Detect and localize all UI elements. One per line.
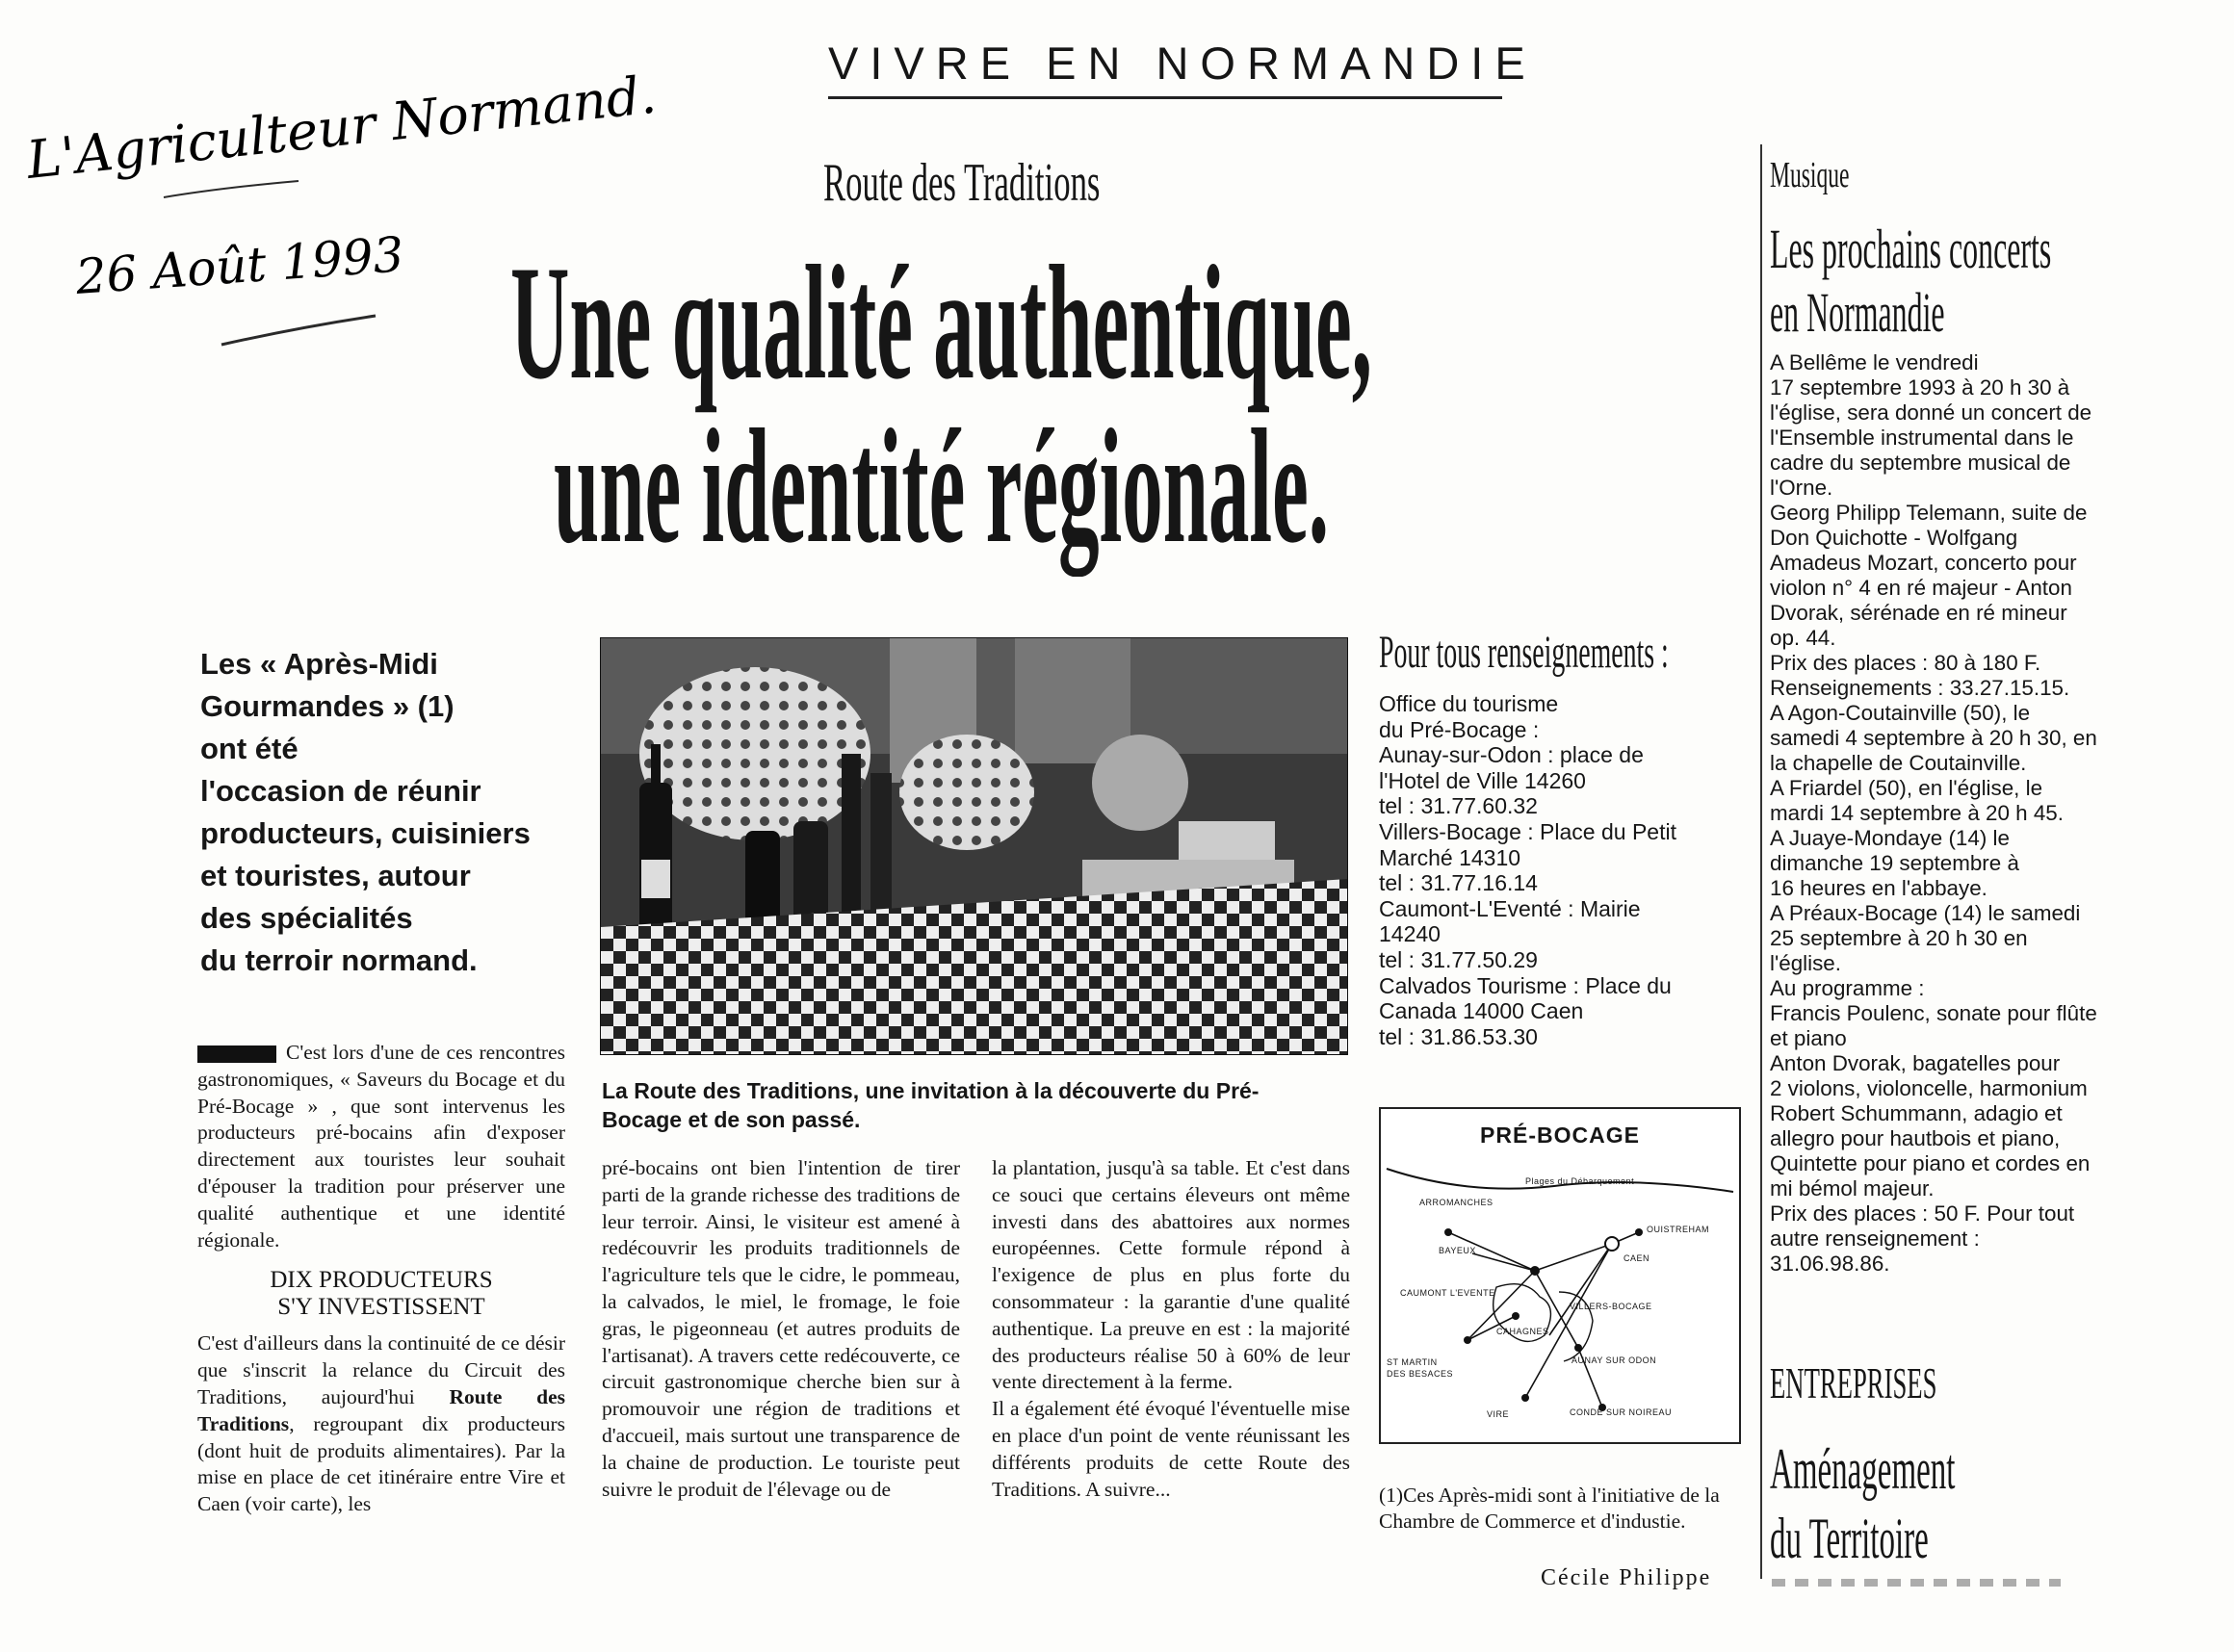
music-line: Quintette pour piano et cordes en <box>1770 1151 2091 1175</box>
music-line: allegro pour hautbois et piano, <box>1770 1126 2061 1150</box>
article-lead <box>200 643 605 982</box>
section-rule <box>828 96 1502 99</box>
map-label: CAHAGNES <box>1496 1327 1549 1336</box>
music-line: Georg Philipp Telemann, suite de <box>1770 501 2088 525</box>
music-line: Don Quichotte - Wolfgang <box>1770 526 2018 550</box>
music-title-line-2: en Normandie <box>1770 281 1945 344</box>
music-listing <box>1770 350 2126 1277</box>
headline-line-1: Une qualité authentique, <box>510 232 1372 413</box>
lead-line: Les « Après-Midi <box>200 647 438 681</box>
info-line: l'Hotel de Ville 14260 <box>1379 767 1586 793</box>
body-paragraph: Il a également été évoqué l'éventuelle mise en place d'un point de vente réunissant les différents produits de cette Route des Traditions. A suivre... <box>992 1397 1350 1501</box>
map-label: DES BESACES <box>1387 1369 1454 1379</box>
music-label: Musique <box>1770 155 1850 195</box>
cut-off-text <box>1772 1579 2061 1587</box>
music-line: 2 violons, violoncelle, harmonium <box>1770 1076 2088 1100</box>
lead-line: Gourmandes » (1) <box>200 689 455 723</box>
music-line: Au programme : <box>1770 976 1925 1000</box>
music-line: cadre du septembre musical de <box>1770 451 2071 475</box>
map-label: ARROMANCHES <box>1419 1198 1494 1207</box>
section-title: VIVRE EN NORMANDIE <box>828 38 1537 89</box>
music-line: 16 heures en l'abbaye. <box>1770 876 1987 900</box>
map-label: CONDE SUR NOIREAU <box>1570 1407 1673 1417</box>
map-label: CAEN <box>1624 1253 1650 1263</box>
handnote-line1: L'Agriculteur Normand. <box>23 64 660 191</box>
info-line: Calvados Tourisme : Place du <box>1379 972 1672 998</box>
lead-line: et touristes, autour <box>200 859 471 892</box>
info-line: tel : 31.86.53.30 <box>1379 1023 1538 1049</box>
author-signature: Cécile Philippe <box>1541 1565 1712 1590</box>
body-paragraph: C'est lors d'une de ces rencontres gastronomiques, « Saveurs du Bocage et du Pré-Bocage » , que sont intervenus les producteurs pré-bocains afin d'exposer directement aux touristes leur souhait d'épouser la tradition pour préserver une qualité authentique et une identité régionale. <box>197 1041 565 1252</box>
music-line: violon n° 4 en ré majeur - Anton <box>1770 576 2072 600</box>
footnote: (1)Ces Après-midi sont à l'initiative de la Chambre de Commerce et d'industie. <box>1379 1484 1720 1533</box>
music-line: Anton Dvorak, bagatelles pour <box>1770 1051 2061 1075</box>
handnote-line2: 26 Août 1993 <box>73 226 406 305</box>
music-line: op. 44. <box>1770 626 1836 650</box>
info-line: Marché 14310 <box>1379 844 1521 870</box>
music-line: Robert Schummann, adagio et <box>1770 1101 2063 1125</box>
map-drawing <box>1381 1109 1739 1442</box>
lead-line: l'occasion de réunir <box>200 774 481 808</box>
body-column-3 <box>992 1155 1350 1503</box>
music-line: la chapelle de Coutainville. <box>1770 751 2027 775</box>
music-line: et piano <box>1770 1026 1847 1050</box>
music-line: Prix des places : 80 à 180 F. <box>1770 651 2041 675</box>
music-line: l'église. <box>1770 951 1841 975</box>
music-line: 31.06.98.86. <box>1770 1252 1890 1276</box>
body-paragraph: C'est d'ailleurs dans la continuité de ce désir que s'inscrit la relance du Circuit des Traditions, aujourd'hui <box>197 1331 565 1408</box>
info-title: Pour tous renseignements : <box>1379 627 1669 678</box>
headline-line-2: une identité régionale. <box>554 396 1330 577</box>
map-label: VILLERS-BOCAGE <box>1570 1302 1652 1311</box>
info-line: Canada 14000 Caen <box>1379 998 1584 1024</box>
body-paragraph: , regroupant dix producteurs (dont huit de produits alimentaires). Par la mise en place de cet itinéraire entre Vire et Caen (voir carte), les <box>197 1411 565 1516</box>
paragraph-marker <box>197 1045 276 1063</box>
music-line: Francis Poulenc, sonate pour flûte <box>1770 1001 2097 1025</box>
map-label: BAYEUX <box>1439 1246 1476 1255</box>
body-column-1 <box>197 1040 565 1518</box>
lead-line: ont été <box>200 732 299 765</box>
map-label: VIRE <box>1487 1409 1510 1419</box>
music-title <box>1770 218 2126 345</box>
music-line: A Préaux-Bocage (14) le samedi <box>1770 901 2081 925</box>
enterprise-title-line-2: du Territoire <box>1770 1507 1929 1570</box>
info-contacts <box>1379 691 1754 1049</box>
info-line: 14240 <box>1379 921 1441 947</box>
music-line: samedi 4 septembre à 20 h 30, en <box>1770 726 2097 750</box>
map-label: Plages du Débarquement <box>1525 1176 1635 1186</box>
music-line: Prix des places : 50 F. Pour tout <box>1770 1201 2075 1226</box>
photo-caption: La Route des Traditions, une invitation à la découverte du Pré-Bocage et de son passé. <box>602 1078 1260 1132</box>
enterprise-label: ENTREPRISES <box>1770 1358 1937 1407</box>
body-bold-text: Route des Traditions <box>197 1384 565 1435</box>
music-title-line-1: Les prochains concerts <box>1770 218 2052 280</box>
music-line: dimanche 19 septembre à <box>1770 851 2019 875</box>
map-label: AUNAY SUR ODON <box>1572 1355 1657 1365</box>
info-line: tel : 31.77.60.32 <box>1379 793 1538 819</box>
music-line: A Agon-Coutainville (50), le <box>1770 701 2031 725</box>
map-label: CAUMONT L'EVENTE <box>1400 1288 1495 1298</box>
lead-line: du terroir normand. <box>200 943 478 977</box>
lead-line: des spécialités <box>200 901 413 935</box>
subheading-line-2: S'Y INVESTISSENT <box>277 1294 485 1321</box>
info-line: Villers-Bocage : Place du Petit <box>1379 818 1676 844</box>
info-line: Caumont-L'Eventé : Mairie <box>1379 895 1641 921</box>
music-line: l'Orne. <box>1770 476 1833 500</box>
pre-bocage-map <box>1379 1107 1741 1444</box>
music-line: mardi 14 septembre à 20 h 45. <box>1770 801 2064 825</box>
enterprise-title-line-1: Aménagement <box>1770 1437 1956 1501</box>
music-line: l'église, sera donné un concert de <box>1770 400 2092 425</box>
music-line: 17 septembre 1993 à 20 h 30 à <box>1770 375 2070 400</box>
column-divider <box>1760 144 1762 1579</box>
music-line: Dvorak, sérénade en ré mineur <box>1770 601 2067 625</box>
body-paragraph: la plantation, jusqu'à sa table. Et c'est dans ce souci que certains éleveurs ont même investi dans des abattoires aux normes européennes. Cette formule répond à l'exigence de plus en plus forte du consommateur : la garantie d'une qualité authentique. La preuve en est : la majorité des producteurs réalise 50 à 60% de leur vente directement à la ferme. <box>992 1156 1350 1394</box>
info-line: Aunay-sur-Odon : place de <box>1379 742 1644 768</box>
article-kicker: Route des Traditions <box>823 153 1101 213</box>
music-line: A Juaye-Mondaye (14) le <box>1770 826 2010 850</box>
body-paragraph: pré-bocains ont bien l'intention de tirer parti de la grande richesse des traditions de leur terroir. Ainsi, le visiteur est amené à redécouvrir les produits traditionnels de l'agriculture tels que le cidre, le pommeau, la calvados, le miel, le fromage, le foie gras, le pigeonneau (et autres produits de l'artisanat). A travers cette redécouverte, ce circuit gastronomique cherche bien sur à promouvoir une région de traditions et d'accueil, mais surtout une transparence de la chaine de production. Le touriste peut suivre le produit de l'élevage ou de <box>602 1156 960 1501</box>
map-label: OUISTREHAM <box>1647 1225 1710 1234</box>
music-line: l'Ensemble instrumental dans le <box>1770 426 2074 450</box>
market-stall-photo <box>600 637 1348 1055</box>
subheading-line-1: DIX PRODUCTEURS <box>270 1267 493 1294</box>
music-line: Renseignements : 33.27.15.15. <box>1770 676 2070 700</box>
info-line: tel : 31.77.16.14 <box>1379 870 1538 896</box>
body-column-2 <box>602 1155 960 1503</box>
music-line: 25 septembre à 20 h 30 en <box>1770 926 2028 950</box>
info-line: du Pré-Bocage : <box>1379 716 1540 742</box>
map-label: ST MARTIN <box>1387 1357 1438 1367</box>
music-line: autre renseignement : <box>1770 1226 1980 1251</box>
lead-line: producteurs, cuisiniers <box>200 816 531 850</box>
handwritten-annotation <box>10 64 660 375</box>
music-line: A Bellême le vendredi <box>1770 350 1979 374</box>
enterprise-title <box>1770 1434 2107 1573</box>
music-column <box>1770 154 2126 1277</box>
music-line: Amadeus Mozart, concerto pour <box>1770 551 2077 575</box>
info-line: tel : 31.77.50.29 <box>1379 946 1538 972</box>
info-line: Office du tourisme <box>1379 691 1559 716</box>
music-line: mi bémol majeur. <box>1770 1176 1935 1200</box>
music-line: A Friardel (50), en l'église, le <box>1770 776 2043 800</box>
map-title: PRÉ-BOCAGE <box>1480 1123 1640 1148</box>
subheading <box>197 1267 565 1321</box>
